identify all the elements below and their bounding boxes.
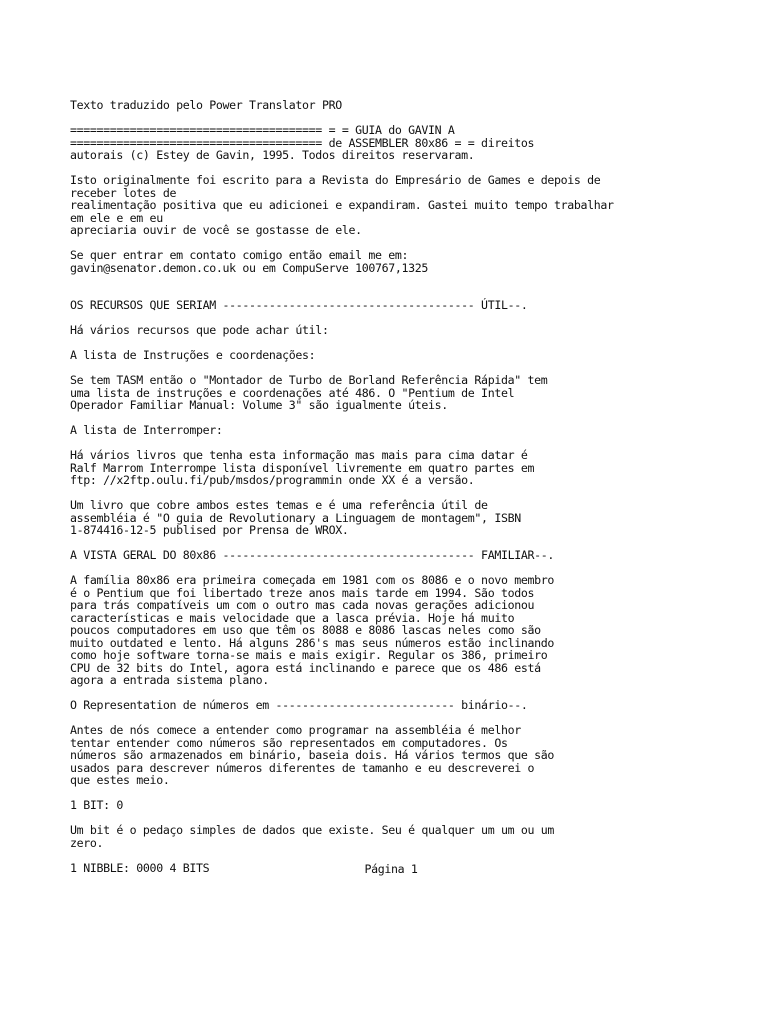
text-line: CPU de 32 bits do Intel, agora está inclinando e parece que os 486 está <box>70 660 541 675</box>
text-line: Um bit é o pedaço simples de dados que existe. Seu é qualquer um um ou um <box>70 823 554 837</box>
text-line: características e mais velocidade que a lasca prévia. Hoje há muito <box>70 610 515 625</box>
text-line: que estes meio. <box>70 773 170 787</box>
text-line: Há vários livros que tenha esta informação mas mais para cima datar é <box>70 448 528 462</box>
text-line: 1 NIBBLE: 0000 4 BITS <box>70 860 210 875</box>
text-line: Se quer entrar em contato comigo então email me em: <box>70 248 409 262</box>
paragraph <box>70 249 700 274</box>
paragraph <box>70 124 700 162</box>
text-line: usados para descrever números diferentes de tamanho e eu descreverei o <box>70 760 535 775</box>
paragraph <box>70 449 700 487</box>
text-line: apreciaria ouvir de você se gostasse de ele. <box>70 223 362 237</box>
text-line: poucos computadores em uso que têm os 8088 e 8086 lascas neles como são <box>70 623 541 637</box>
text-line: ftp: //x2ftp.oulu.fi/pub/msdos/programmin onde XX é a versão. <box>70 473 475 487</box>
paragraph <box>70 299 700 312</box>
text-line: em ele e em eu <box>70 210 163 225</box>
text-line: zero. <box>70 835 104 850</box>
paragraph <box>70 349 700 362</box>
text-line: A lista de Interromper: <box>70 423 223 437</box>
text-line: Antes de nós comece a entender como programar na assembléia é melhor <box>70 723 521 737</box>
text-line: agora a entrada sistema plano. <box>70 673 269 687</box>
paragraph <box>70 724 700 787</box>
paragraph <box>70 174 700 237</box>
paragraph <box>70 824 700 849</box>
text-line: tentar entender como números são representados em computadores. Os <box>70 735 508 750</box>
text-line: 1 BIT: 0 <box>70 798 124 812</box>
text-line: 1-874416-12-5 publised por Prensa de WROX. <box>70 523 349 537</box>
paragraph <box>70 574 700 687</box>
text-line: autorais (c) Estey de Gavin, 1995. Todos direitos reservaram. <box>70 148 475 162</box>
paragraph <box>70 324 700 337</box>
text-line: para trás compatíveis um com o outro mas cada novas gerações adicionou <box>70 598 535 612</box>
text-line: ====================================== de ASSEMBLER 80x86 = = direitos <box>70 135 535 150</box>
text-line: Ralf Marrom Interrompe lista disponível livremente em quatro partes em <box>70 460 535 475</box>
paragraph <box>70 374 700 412</box>
text-line: muito outdated e lento. Há alguns 286's mas seus números estão inclinando <box>70 635 554 650</box>
paragraph <box>70 424 700 437</box>
paragraph <box>70 99 700 112</box>
page-footer: Página 1 <box>364 862 418 876</box>
text-line: como hoje software torna-se mais e mais exigir. Regular os 386, primeiro <box>70 648 548 662</box>
text-line: Isto originalmente foi escrito para a Revista do Empresário de Games e depois de <box>70 173 601 187</box>
text-line: OS RECURSOS QUE SERIAM -------------------------------------- ÚTIL--. <box>70 298 528 312</box>
text-line: Há vários recursos que pode achar útil: <box>70 323 329 337</box>
paragraph <box>70 699 700 712</box>
text-line: A família 80x86 era primeira começada em 1981 com os 8086 e o novo membro <box>70 573 554 587</box>
text-line: Operador Familiar Manual: Volume 3" são igualmente úteis. <box>70 398 448 412</box>
document-body <box>70 99 700 887</box>
text-line: assembléia é "O guia de Revolutionary a Linguagem de montagem", ISBN <box>70 510 521 525</box>
text-line: Se tem TASM então o "Montador de Turbo de Borland Referência Rápida" tem <box>70 373 548 387</box>
text-line: gavin@senator.demon.co.uk ou em CompuServe 100767,1325 <box>70 260 429 275</box>
text-line: Texto traduzido pelo Power Translator PRO <box>70 98 342 112</box>
text-line: O Representation de números em --------------------------- binário--. <box>70 698 528 712</box>
paragraph <box>70 549 700 562</box>
text-line: A VISTA GERAL DO 80x86 -------------------------------------- FAMILIAR--. <box>70 548 554 562</box>
text-line: realimentação positiva que eu adicionei e expandiram. Gastei muito tempo trabalhar <box>70 198 614 212</box>
text-line: é o Pentium que foi libertado treze anos mais tarde em 1994. São todos <box>70 585 535 600</box>
text-line: receber lotes de <box>70 185 177 200</box>
text-line: números são armazenados em binário, baseia dois. Há vários termos que são <box>70 748 554 762</box>
text-line: A lista de Instruções e coordenações: <box>70 348 316 362</box>
paragraph <box>70 799 700 812</box>
text-line: ====================================== = = GUIA do GAVIN A <box>70 123 455 137</box>
paragraph <box>70 499 700 537</box>
text-line: Um livro que cobre ambos estes temas e é uma referência útil de <box>70 498 488 512</box>
text-line: uma lista de instruções e coordenações até 486. O "Pentium de Intel <box>70 385 515 400</box>
